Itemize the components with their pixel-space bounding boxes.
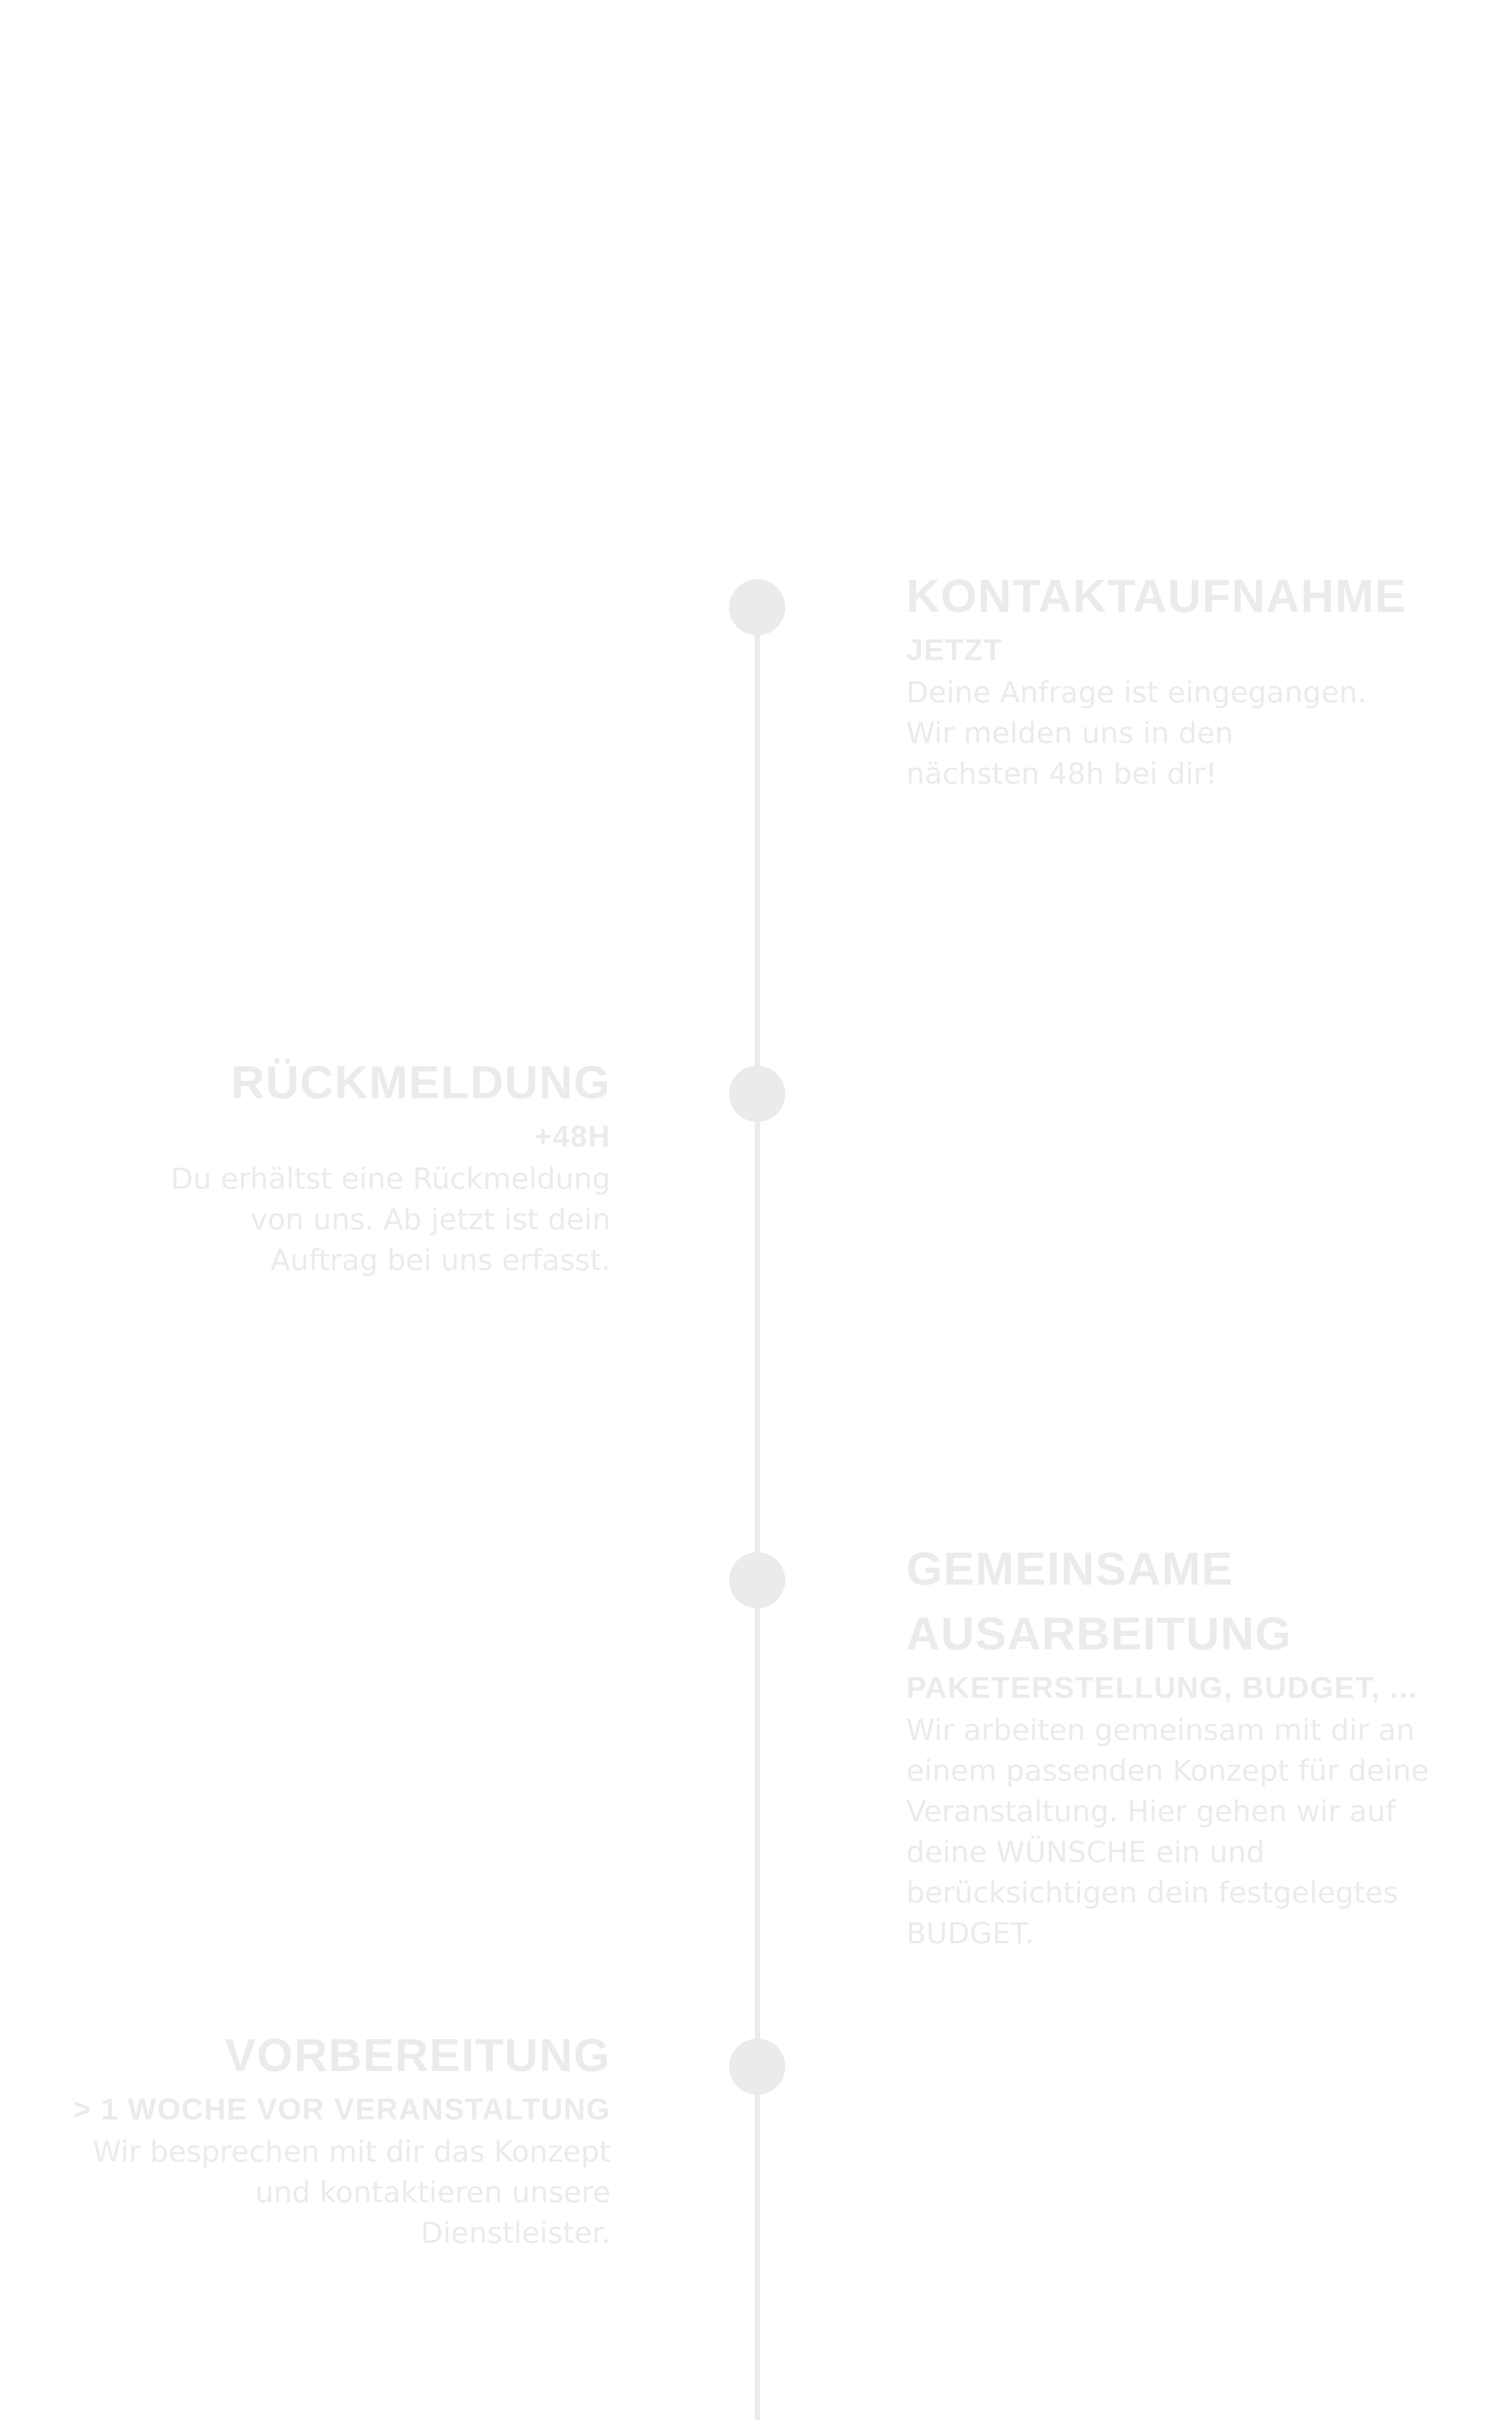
step-subtitle: +48H bbox=[534, 1120, 611, 1153]
step-description: Du erhältst eine Rückmeldung von uns. Ab jetzt ist dein Auftrag bei uns erfasst. bbox=[170, 1162, 611, 1277]
timeline-step-feedback bbox=[0, 1050, 611, 1281]
step-title: GEMEINSAME AUSARBEITUNG bbox=[906, 1543, 1292, 1660]
timeline-step-elaboration bbox=[906, 1537, 1512, 1954]
step-title: KONTAKTAUFNAHME bbox=[906, 570, 1407, 622]
timeline-dot-preparation bbox=[729, 2039, 785, 2095]
step-subtitle: > 1 WOCHE VOR VERANSTALTUNG bbox=[73, 2093, 611, 2126]
step-description: Wir besprechen mit dir das Konzept und kontaktieren unsere Dienstleister. bbox=[92, 2135, 611, 2250]
timeline-step-preparation bbox=[0, 2023, 611, 2254]
timeline-dot-feedback bbox=[729, 1066, 785, 1122]
step-description: Deine Anfrage ist eingegangen. Wir melden uns in den nächsten 48h bei dir! bbox=[906, 676, 1367, 791]
step-description: Wir arbeiten gemeinsam mit dir an einem passenden Konzept für deine Veranstaltung. Hier gehen wir auf deine WÜNSCHE ein und berücksichtigen dein festgelegtes BUDGET. bbox=[906, 1713, 1429, 1951]
step-title: VORBEREITUNG bbox=[225, 2029, 611, 2081]
step-title: RÜCKMELDUNG bbox=[231, 1057, 611, 1108]
timeline-dot-contact bbox=[729, 579, 785, 635]
timeline-line bbox=[755, 605, 760, 2420]
step-subtitle: PAKETERSTELLUNG, BUDGET, ... bbox=[906, 1671, 1418, 1705]
timeline-step-contact bbox=[906, 564, 1512, 794]
timeline-dot-elaboration bbox=[729, 1552, 785, 1608]
step-subtitle: JETZT bbox=[906, 634, 1003, 667]
